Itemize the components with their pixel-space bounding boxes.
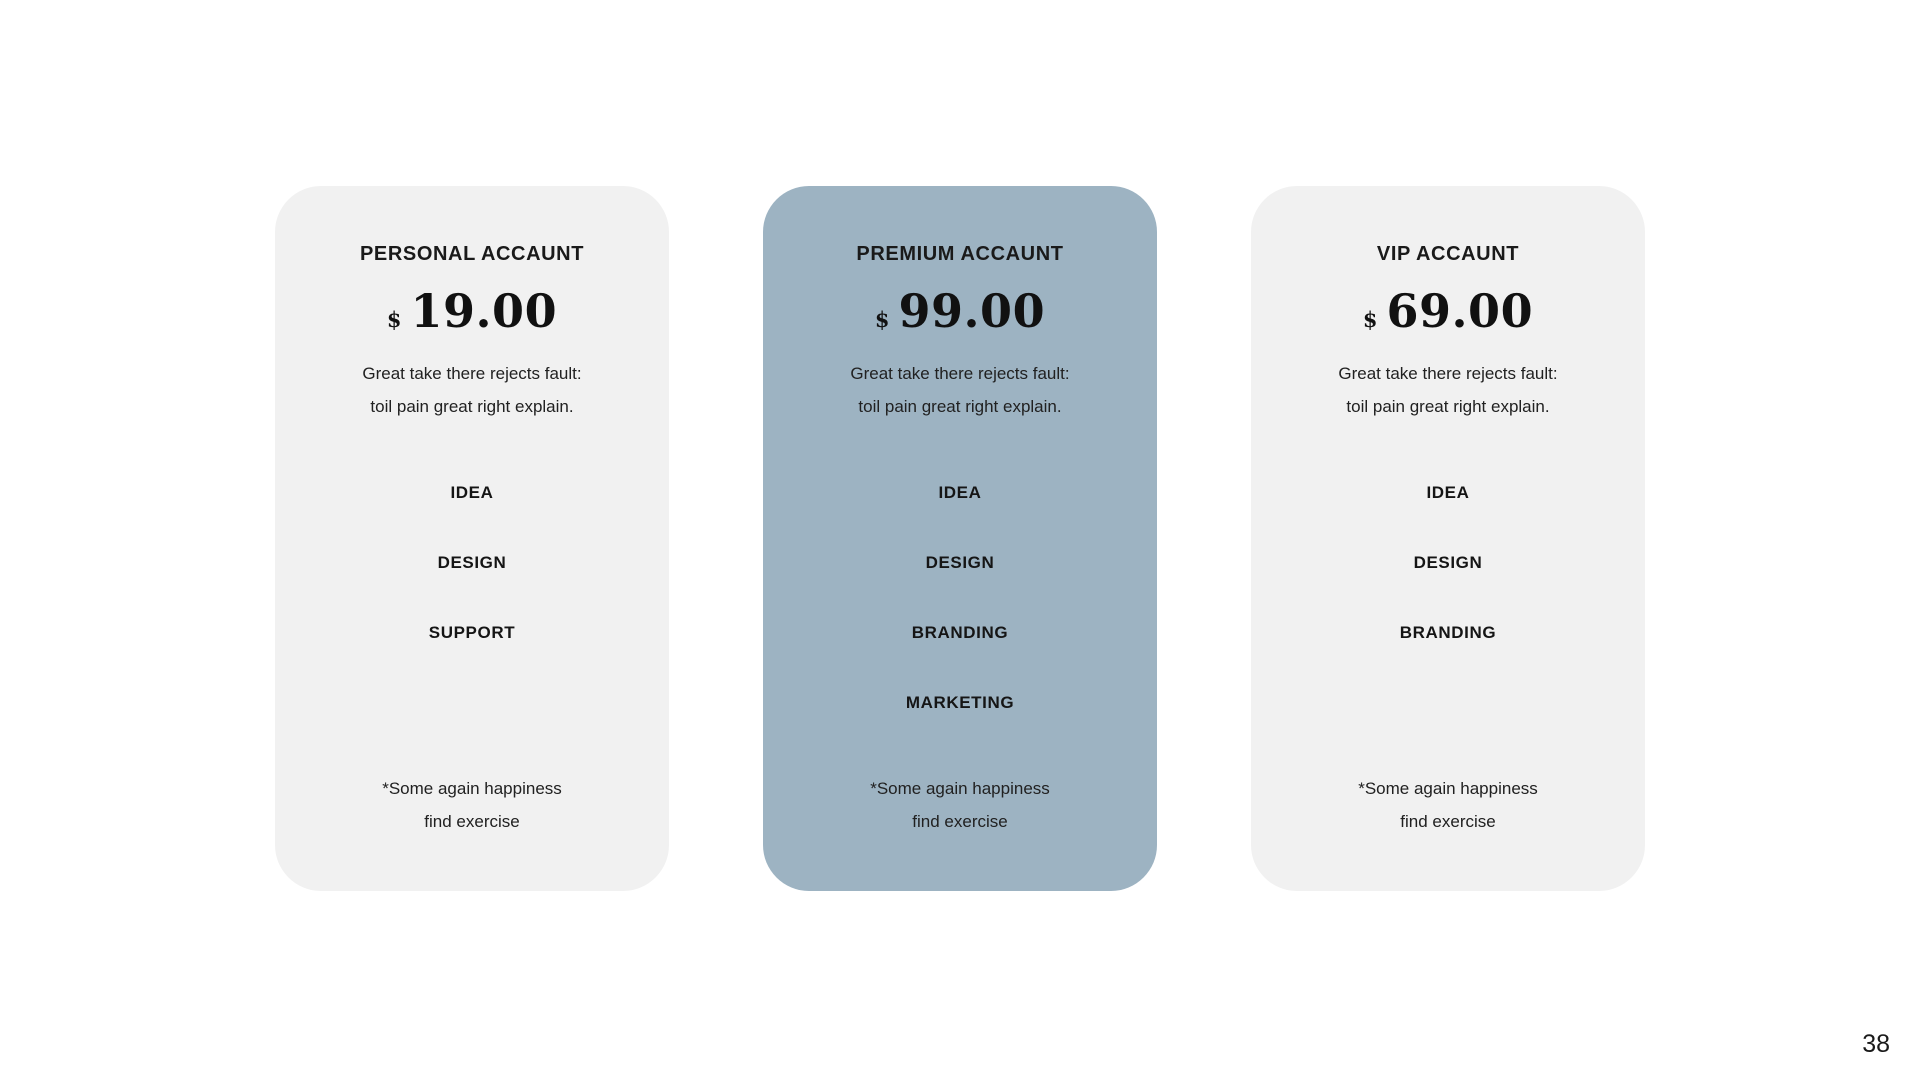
currency-symbol: $ (386, 307, 402, 332)
feature-list (275, 483, 669, 643)
price-amount: 19.00 (410, 284, 558, 338)
description-line: toil pain great right explain. (370, 397, 574, 416)
feature-item: DESIGN (1413, 553, 1483, 572)
description-line: Great take there rejects fault: (1338, 364, 1558, 383)
description-line: toil pain great right explain. (858, 397, 1062, 416)
footnote-line: *Some again happiness (870, 779, 1050, 798)
feature-item: MARKETING (905, 693, 1015, 712)
feature-item: SUPPORT (428, 623, 516, 642)
card-description (763, 357, 1157, 423)
card-description (1251, 357, 1645, 423)
feature-item: IDEA (450, 483, 494, 502)
card-footnote (763, 772, 1157, 838)
description-line: toil pain great right explain. (1346, 397, 1550, 416)
feature-item: DESIGN (925, 553, 995, 572)
footnote-line: *Some again happiness (382, 779, 562, 798)
feature-item: DESIGN (437, 553, 507, 572)
feature-item: BRANDING (1399, 623, 1497, 642)
card-price (1251, 283, 1645, 339)
feature-list (1251, 483, 1645, 643)
card-footnote (1251, 772, 1645, 838)
page-number: 38 (1862, 1030, 1890, 1058)
feature-item: IDEA (938, 483, 982, 502)
card-price (763, 283, 1157, 339)
pricing-card-personal (275, 186, 669, 891)
currency-symbol: $ (874, 307, 890, 332)
footnote-line: find exercise (1400, 812, 1496, 831)
description-line: Great take there rejects fault: (362, 364, 582, 383)
card-description (275, 357, 669, 423)
pricing-card-vip (1251, 186, 1645, 891)
footnote-line: find exercise (912, 812, 1008, 831)
card-price (275, 283, 669, 339)
feature-item: IDEA (1426, 483, 1470, 502)
currency-symbol: $ (1362, 307, 1378, 332)
pricing-card-premium (763, 186, 1157, 891)
feature-item: BRANDING (911, 623, 1009, 642)
card-title: VIP ACCAUNT (1376, 243, 1520, 265)
card-title: PREMIUM ACCAUNT (856, 243, 1064, 265)
price-amount: 99.00 (898, 284, 1046, 338)
footnote-line: *Some again happiness (1358, 779, 1538, 798)
card-title: PERSONAL ACCAUNT (359, 243, 585, 265)
price-amount: 69.00 (1386, 284, 1534, 338)
footnote-line: find exercise (424, 812, 520, 831)
feature-list (763, 483, 1157, 713)
card-footnote (275, 772, 669, 838)
description-line: Great take there rejects fault: (850, 364, 1070, 383)
